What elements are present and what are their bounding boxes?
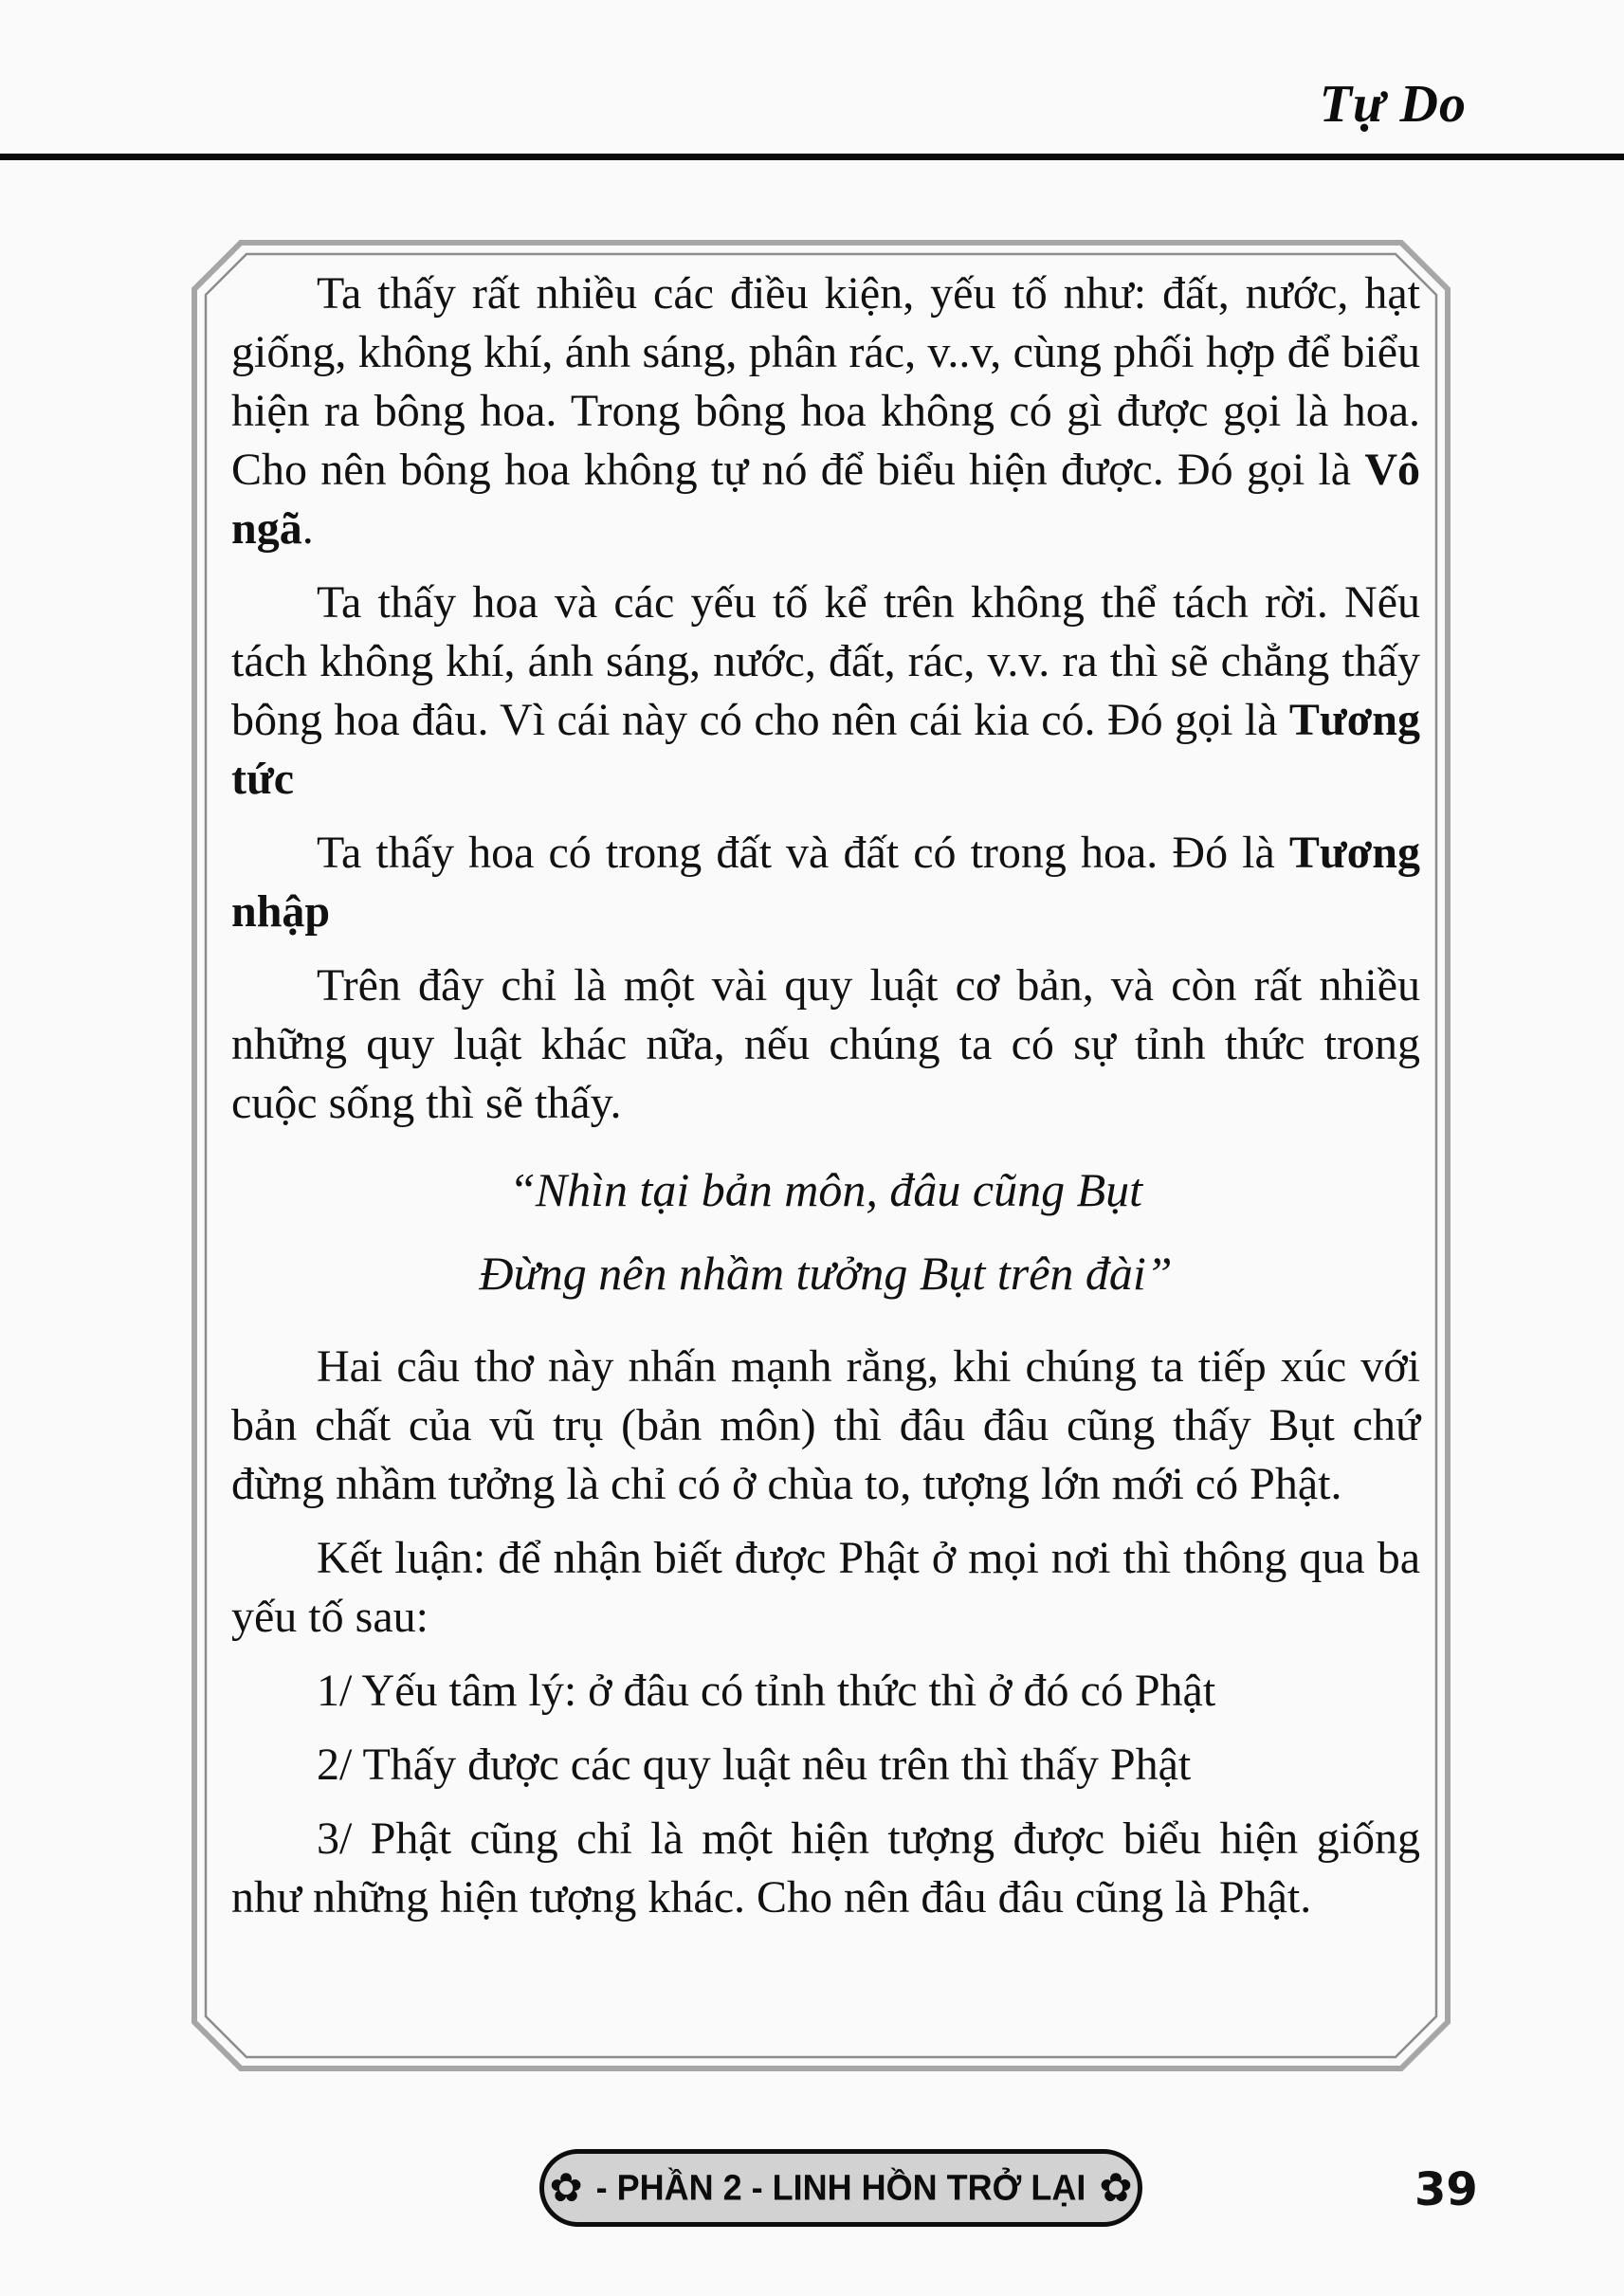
poem-line: Đừng nên nhầm tưởng Bụt trên đài”: [479, 1247, 1173, 1300]
footer-section-label: - PHẦN 2 - LINH HỒN TRỞ LẠI: [595, 2166, 1086, 2208]
text-run: Ta thấy hoa có trong đất và đất có trong hoa. Đó là: [317, 828, 1289, 878]
paragraph: [231, 574, 1420, 809]
list-item: [231, 1810, 1420, 1927]
list-item: [231, 1662, 1420, 1721]
paragraph: [231, 1529, 1420, 1647]
paragraph: [231, 824, 1420, 941]
page-header-title: Tự Do: [1319, 75, 1467, 134]
header-rule: [0, 154, 1624, 160]
emphasis-term: Tương nhập: [231, 828, 1420, 937]
text-run: 2/ Thấy được các quy luật nêu trên thì thấy Phật: [317, 1740, 1192, 1790]
emphasis-term: Vô ngã: [231, 445, 1420, 554]
flower-icon: ✿: [1099, 2164, 1133, 2211]
text-run: Trên đây chỉ là một vài quy luật cơ bản, và còn rất nhiều những quy luật khác nữa, nếu chúng ta có sự tỉnh thức trong cuộc sống thì sẽ thấy.: [231, 960, 1420, 1128]
text-run: 1/ Yếu tâm lý: ở đâu có tỉnh thức thì ở đó có Phật: [317, 1666, 1216, 1716]
text-run: Hai câu thơ này nhấn mạnh rằng, khi chúng ta tiếp xúc với bản chất của vũ trụ (bản môn) thì đâu đâu cũng thấy Bụt chứ đừng nhầm tưởng là chỉ có ở chùa to, tượng lớn mới có Phật.: [231, 1341, 1420, 1509]
poem: [231, 1148, 1420, 1315]
poem-line: “Nhìn tại bản môn, đâu cũng Bụt: [508, 1163, 1143, 1216]
emphasis-term: Tương tức: [231, 695, 1420, 804]
flower-icon: ✿: [549, 2164, 583, 2211]
paragraph: [231, 1338, 1420, 1514]
text-run: Ta thấy rất nhiều các điều kiện, yếu tố như: đất, nước, hạt giống, không khí, ánh sáng, phân rác, v..v, cùng phối hợp để biểu hiện ra bông hoa. Trong bông hoa không có gì được gọi là hoa. Cho nên bông hoa không tự nó để biểu hiện được. Đó gọi là: [231, 268, 1420, 495]
page-frame: [192, 240, 1451, 2071]
text-run: 3/ Phật cũng chỉ là một hiện tượng được biểu hiện giống như những hiện tượng khác. Cho nên đâu đâu cũng là Phật.: [231, 1813, 1420, 1922]
paragraph: [231, 957, 1420, 1133]
list-item: [231, 1736, 1420, 1795]
text-run: Ta thấy hoa và các yếu tố kể trên không thể tách rời. Nếu tách không khí, ánh sáng, nước, đất, rác, v.v. ra thì sẽ chẳng thấy bông hoa đâu. Vì cái này có cho nên cái kia có. Đó gọi là: [231, 577, 1420, 745]
frame-content: [231, 264, 1420, 1942]
page-number: 39: [1414, 2163, 1478, 2216]
paragraph: [231, 264, 1420, 558]
text-run: .: [301, 503, 314, 554]
text-run: Kết luận: để nhận biết được Phật ở mọi nơi thì thông qua ba yếu tố sau:: [231, 1533, 1420, 1642]
footer-badge: [539, 2149, 1142, 2227]
